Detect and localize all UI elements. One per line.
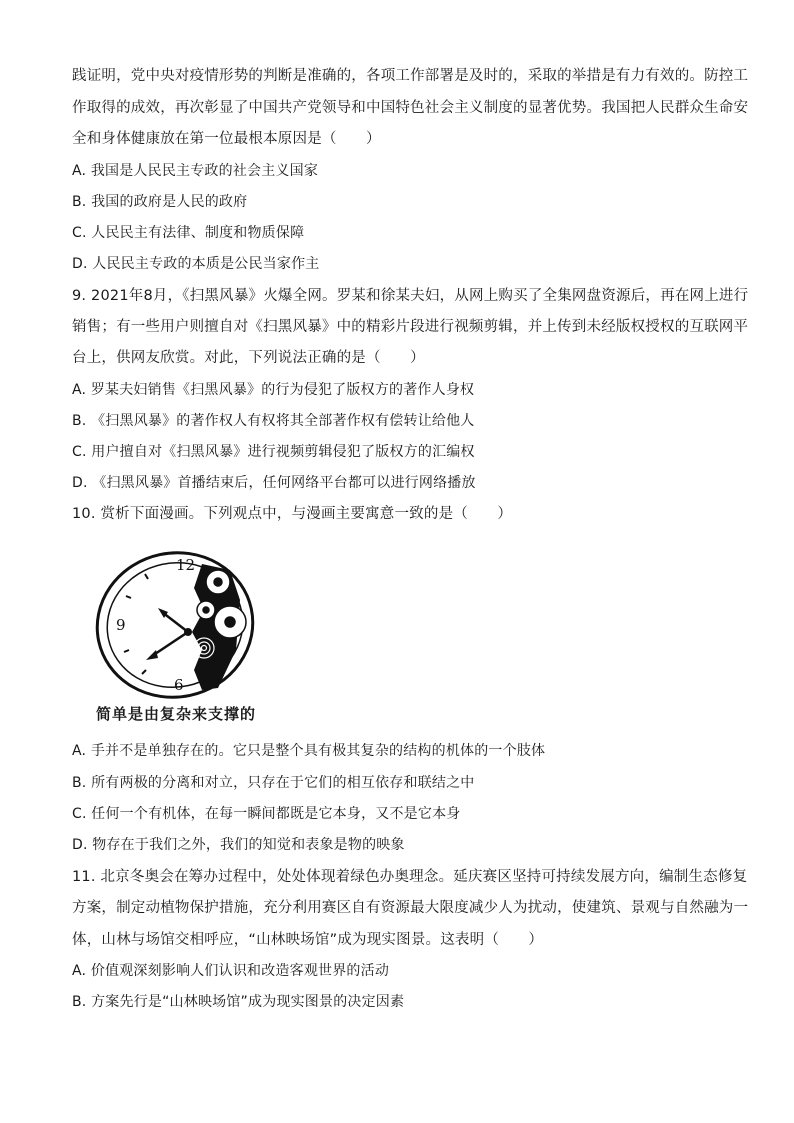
q11-stem-line-1: 11. 北京冬奥会在筹办过程中，处处体现着绿色办奥理念。延庆赛区坚持可持续发展方向，编制生态修复 [72, 869, 748, 885]
q8-stem-line-2: 作取得的成效，再次彰显了中国共产党领导和中国特色社会主义制度的显著优势。我国把人民群众生命安 [72, 100, 749, 116]
q8-option-d[interactable]: D. 人民民主专政的本质是公民当家作主 [72, 256, 320, 272]
q8-option-b[interactable]: B. 我国的政府是人民的政府 [72, 194, 248, 210]
q10-option-b[interactable]: B. 所有两极的分离和对立，只存在于它们的相互依存和联结之中 [72, 775, 475, 791]
q9-stem-line-2: 销售；有一些用户则擅自对《扫黑风暴》中的精彩片段进行视频剪辑，并上传到未经版权授权的互联网平 [72, 319, 749, 335]
q8-stem-line-3: 全和身体健康放在第一位最根本原因是（ ） [72, 131, 381, 147]
q9-option-d[interactable]: D. 《扫黑风暴》首播结束后，任何网络平台都可以进行网络播放 [72, 475, 476, 491]
q11-option-a[interactable]: A. 价值观深刻影响人们认识和改造客观世界的活动 [72, 963, 390, 979]
clock-gears-drawing [90, 540, 290, 710]
q9-option-c[interactable]: C. 用户擅自对《扫黑风暴》进行视频剪辑侵犯了版权方的汇编权 [72, 444, 475, 460]
q11-stem-line-3: 体，山林与场馆交相呼应，“山林映场馆”成为现实图景。这表明（ ） [72, 932, 544, 948]
q10-option-d[interactable]: D. 物存在于我们之外，我们的知觉和表象是物的映象 [72, 837, 405, 853]
q8-stem-line-1: 践证明，党中央对疫情形势的判断是准确的，各项工作部署是及时的，采取的举措是有力有效的。防控工 [72, 68, 749, 84]
q9-option-b[interactable]: B. 《扫黑风暴》的著作权人有权将其全部著作权有偿转让给他人 [72, 413, 475, 429]
numeral-12: 12 [176, 556, 196, 574]
q9-stem-line-1: 9. 2021年8月，《扫黑风暴》火爆全网。罗某和徐某夫妇，从网上购买了全集网盘资源后，再在网上进行 [72, 288, 749, 304]
numeral-9: 9 [116, 616, 126, 634]
q10-option-c[interactable]: C. 任何一个有机体，在每一瞬间都既是它本身，又不是它本身 [72, 806, 461, 822]
q10-option-a[interactable]: A. 手并不是单独存在的。它只是整个具有极其复杂的结构的机体的一个肢体 [72, 743, 546, 759]
q11-stem-line-2: 方案，制定动植物保护措施，充分利用赛区自有资源最大限度减少人为扰动，使建筑、景观与自然融为一 [72, 900, 749, 916]
hand-pivot [184, 628, 192, 636]
q9-stem-line-3: 台上，供网友欣赏。对此，下列说法正确的是（ ） [72, 350, 425, 366]
q8-option-a[interactable]: A. 我国是人民民主专政的社会主义国家 [72, 163, 319, 179]
cartoon-caption: 简单是由复杂来支撑的 [96, 705, 257, 723]
q10-stem-line-1: 10. 赏析下面漫画。下列观点中，与漫画主要寓意一致的是（ ） [72, 506, 513, 522]
q9-option-a[interactable]: A. 罗某夫妇销售《扫黑风暴》的行为侵犯了版权方的著作人身权 [72, 382, 475, 398]
numeral-6: 6 [174, 676, 184, 694]
q8-option-c[interactable]: C. 人民民主有法律、制度和物质保障 [72, 225, 305, 241]
q11-option-b[interactable]: B. 方案先行是“山林映场馆”成为现实图景的决定因素 [72, 994, 405, 1010]
clock-cartoon [90, 540, 290, 725]
